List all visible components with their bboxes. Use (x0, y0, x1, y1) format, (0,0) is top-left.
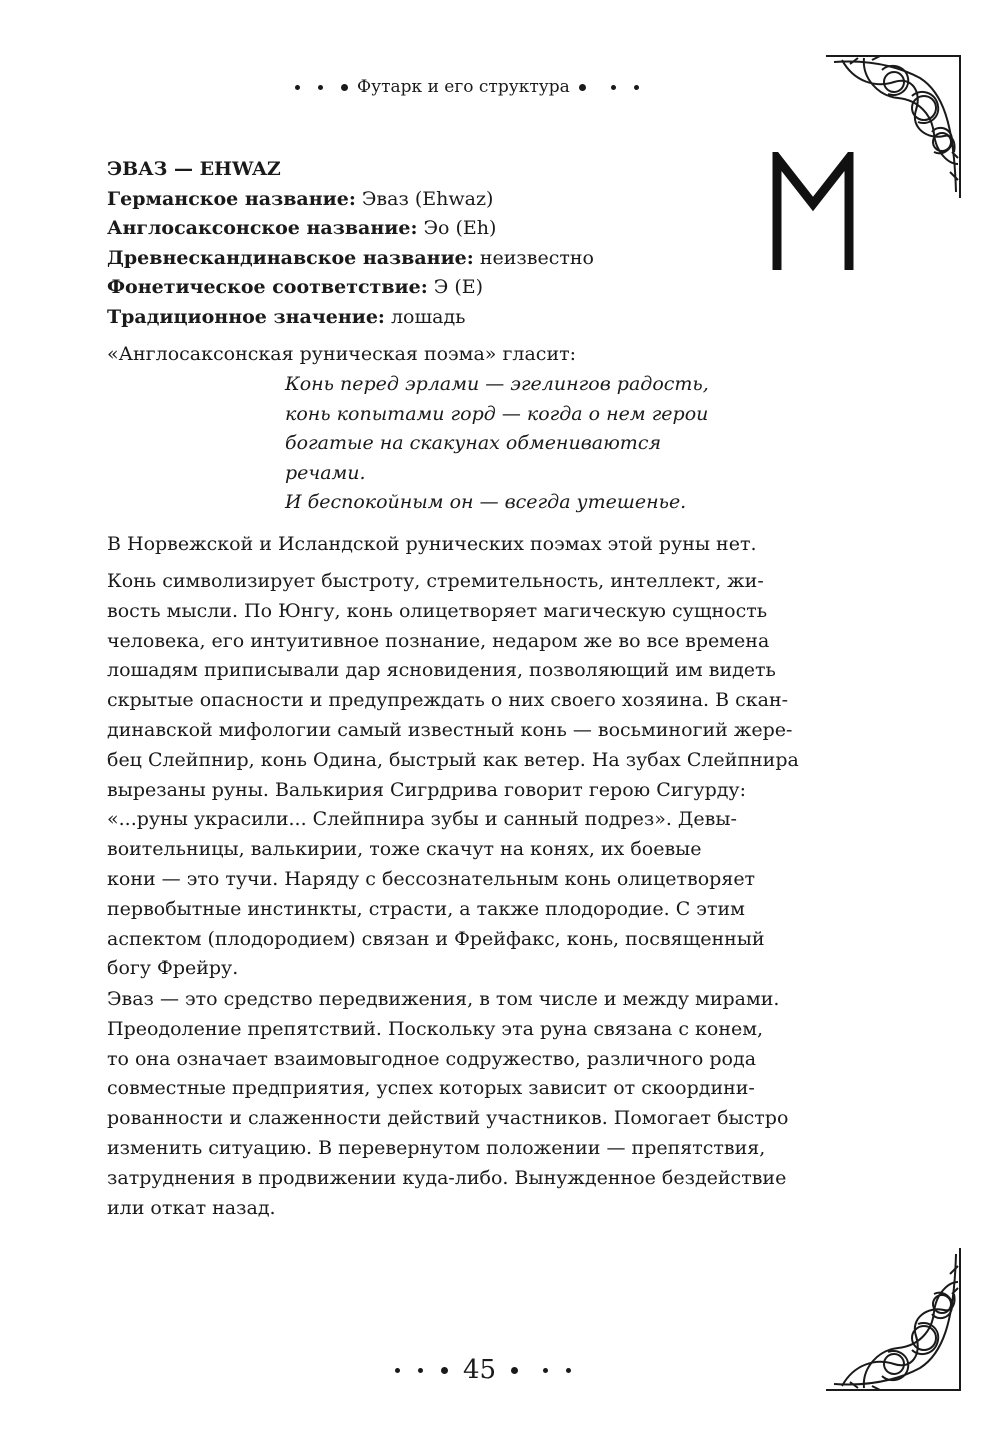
paragraph (107, 530, 852, 560)
page-number: 45 (462, 1355, 497, 1385)
text-line: человека, его интуитивное познание, недаром же во все времена (107, 629, 770, 652)
ehwaz-rune-icon (768, 152, 858, 272)
rune-field-germanic (107, 185, 747, 215)
rune-info-block (107, 155, 747, 332)
text-line: кони — это тучи. Наряду с бессознательным конь олицетворяет (107, 867, 756, 890)
poem-intro (107, 340, 852, 370)
bullet-dot-icon (634, 85, 639, 90)
bullet-dot-icon (395, 1368, 400, 1373)
poem-line: И беспокойным он — всегда утешенье. (285, 491, 687, 513)
field-value: лошадь (384, 305, 466, 328)
bullet-dot-icon (418, 1368, 423, 1373)
poem-line: речами. (285, 461, 366, 484)
page-footer (378, 1350, 588, 1390)
text-line: воительницы, валькирии, тоже скачут на конях, их боевые (107, 838, 702, 861)
bullet-dot-icon (441, 1367, 448, 1374)
text-line: Эваз — это средство передвижения, в том числе и между мирами. (107, 988, 780, 1010)
field-label: Фонетическое соответствие: (107, 276, 428, 298)
celtic-knot-corner-bottom-icon (824, 1244, 964, 1394)
bullet-dot-icon (611, 85, 616, 90)
field-label: Англосаксонское название: (107, 217, 418, 239)
text-line: В Норвежской и Исландской рунических поэмах этой руны нет. (107, 533, 757, 555)
rune-title: ЭВАЗ — EHWAZ (107, 158, 281, 180)
field-label: Традиционное значение: (107, 305, 385, 328)
poem-quote (285, 370, 805, 518)
text-line: совместные предприятия, успех которых зависит от скоордини- (107, 1077, 755, 1100)
bullet-dot-icon (295, 85, 300, 90)
running-title: Футарк и его структура (357, 77, 570, 97)
text-line: скрытые опасности и предупреждать о них своего хозяина. В скан- (107, 689, 789, 712)
rune-field-anglo-saxon (107, 214, 747, 244)
text-line: или откат назад. (107, 1196, 276, 1219)
text-line: изменить ситуацию. В перевернутом положении — препятствия, (107, 1136, 766, 1159)
text-line: богу Фрейру. (107, 957, 239, 980)
text-line: «Англосаксонская руническая поэма» гласит: (107, 343, 577, 365)
text-line: рованности и слаженности действий участников. Помогает быстро (107, 1107, 789, 1130)
field-value: Эваз (Ehwaz) (355, 187, 494, 210)
bullet-dot-icon (511, 1367, 518, 1374)
rune-field-meaning (107, 303, 747, 333)
field-value: Э (E) (427, 276, 484, 298)
text-line: бец Слейпнир, конь Одина, быстрый как ветер. На зубах Слейпнира (107, 748, 799, 771)
text-line: затруднения в продвижении куда-либо. Вынужденное бездействие (107, 1166, 787, 1189)
rune-field-old-norse (107, 244, 747, 274)
text-line: аспектом (плодородием) связан и Фрейфакс, конь, посвященный (107, 927, 765, 950)
running-header (286, 73, 686, 101)
text-line: динавской мифологии самый известный конь — восьминогий жере- (107, 718, 793, 741)
bullet-dot-icon (341, 84, 348, 91)
poem-line: Конь перед эрлами — эгелингов радость, (285, 373, 709, 395)
poem-line: конь копытами горд — когда о нем герои (285, 402, 709, 425)
bullet-dot-icon (543, 1368, 548, 1373)
field-label: Древнескандинавское название: (107, 246, 474, 269)
poem-line: богатые на скакунах обмениваются (285, 432, 662, 454)
text-line: лошадям приписывали дар ясновидения, позволяющий им видеть (107, 659, 776, 682)
text-line: то она означает взаимовыгодное содружество, различного рода (107, 1047, 757, 1070)
rune-field-phonetic (107, 273, 747, 303)
bullet-dot-icon (318, 85, 323, 90)
field-value: неизвестно (473, 246, 594, 269)
text-line: вость мысли. По Юнгу, конь олицетворяет магическую сущность (107, 599, 768, 622)
field-label: Германское название: (107, 187, 356, 210)
text-line: «...руны украсили... Слейпнира зубы и санный подрез». Девы- (107, 808, 737, 831)
text-line: Преодоление препятствий. Поскольку эта руна связана с конем, (107, 1017, 764, 1040)
text-line: вырезаны руны. Валькирия Сигрдрива говорит герою Сигурду: (107, 778, 747, 801)
bullet-dot-icon (579, 84, 586, 91)
paragraph (107, 985, 852, 1223)
field-value: Эо (Eh) (417, 217, 497, 239)
text-line: Конь символизирует быстроту, стремительность, интеллект, жи- (107, 570, 764, 592)
paragraph (107, 567, 852, 984)
text-line: первобытные инстинкты, страсти, а также плодородие. С этим (107, 897, 745, 920)
bullet-dot-icon (566, 1368, 571, 1373)
